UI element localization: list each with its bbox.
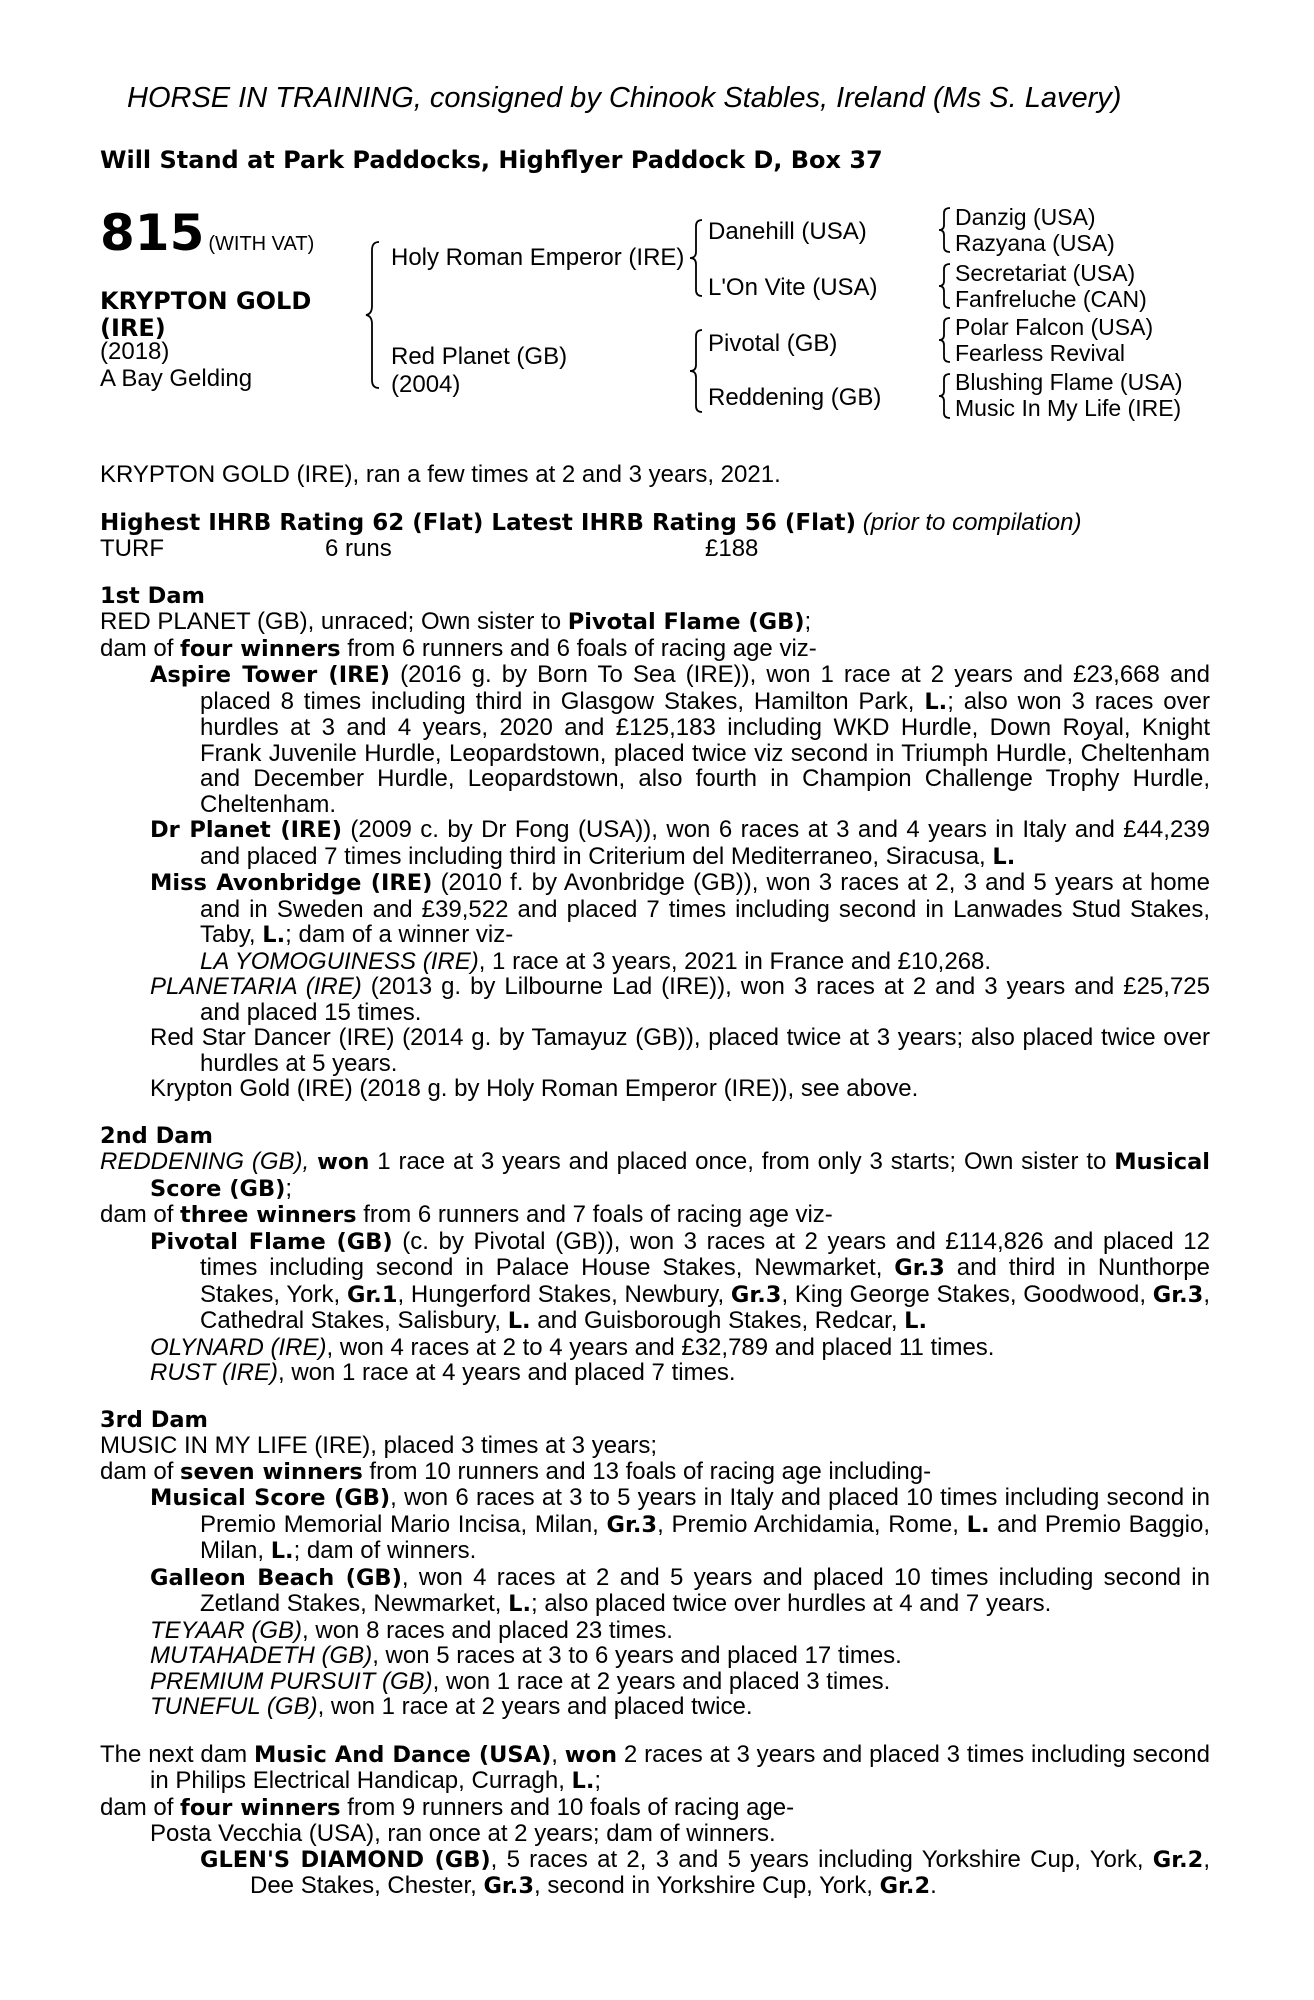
pedigree-brace-sire <box>688 218 708 298</box>
dam3-heading: 3rd Dam <box>100 1406 208 1433</box>
sire-sire: Danehill (USA) <box>708 218 867 245</box>
horse-details <box>100 338 252 392</box>
dam1-heading: 1st Dam <box>100 582 205 609</box>
dam3-progeny-1: Musical Score (GB), won 6 races at 3 to 5 years in Italy and placed 10 times including second in Premio Memorial Mario Incisa, Milan, Gr.3, Premio Archidamia, Rome, L. and Premio Baggio, Milan, L.; dam of winners. <box>150 1484 1211 1564</box>
dam3-progeny-3: TEYAAR (GB), won 8 races and placed 23 times. <box>150 1616 673 1644</box>
vat-note: (WITH VAT) <box>208 233 315 255</box>
earnings: £188 <box>705 535 759 562</box>
runs: 6 runs <box>325 535 392 562</box>
dam: Red Planet (GB) <box>391 343 568 370</box>
dam1-progeny-5: Red Star Dancer (IRE) (2014 g. by Tamayuz (GB)), placed twice at 3 years; also placed twice over hurdles at 5 years. <box>150 1024 1210 1077</box>
consignor-title: HORSE IN TRAINING, consigned by Chinook Stables, Ireland (Ms S. Lavery) <box>127 82 1122 114</box>
gg-dam-3: Fearless Revival <box>955 340 1125 366</box>
next-dam-progeny-1-child: GLEN'S DIAMOND (GB), 5 races at 2, 3 and 5 years including Yorkshire Cup, York, Gr.2, Dee Stakes, Chester, Gr.3, second in Yorkshire Cup, York, Gr.2. <box>200 1845 1211 1899</box>
dam2-progeny-2: OLYNARD (IRE), won 4 races at 2 to 4 years and £32,789 and placed 11 times. <box>150 1333 995 1361</box>
gg-dam-4: Music In My Life (IRE) <box>955 395 1182 421</box>
dam3-progeny-6: TUNEFUL (GB), won 1 race at 2 years and placed twice. <box>150 1693 753 1720</box>
horse-description: A Bay Gelding <box>100 365 253 392</box>
dam2-line1: REDDENING (GB), won 1 race at 3 years and placed once, from only 3 starts; Own sister to Musical Score (GB); <box>100 1148 1211 1202</box>
dam-dam: Reddening (GB) <box>708 384 882 411</box>
pedigree-brace-main <box>365 240 385 390</box>
lot-number: 815 <box>100 204 205 262</box>
next-dam-line2: dam of four winners from 9 runners and 10 foals of racing age- <box>100 1793 795 1821</box>
dam1-progeny-4: PLANETARIA (IRE) (2013 g. by Lilbourne Lad (IRE)), won 3 races at 2 and 3 years and £25,725 and placed 15 times. <box>150 973 1211 1026</box>
turf-record <box>100 536 1210 562</box>
horse-name <box>100 288 311 342</box>
dam1-line2: dam of four winners from 6 runners and 6 foals of racing age viz- <box>100 634 817 662</box>
dam1-progeny-2: Dr Planet (IRE) (2009 c. by Dr Fong (USA)), won 6 races at 3 and 4 years in Italy and £44,239 and placed 7 times including third in Criterium del Mediterraneo, Siracusa, L. <box>150 816 1210 870</box>
dam3-progeny-4: MUTAHADETH (GB), won 5 races at 3 to 6 years and placed 17 times. <box>150 1642 902 1669</box>
gg-sire-2: Secretariat (USA) <box>955 260 1136 286</box>
dam1-progeny-3-child: LA YOMOGUINESS (IRE), 1 race at 3 years, 2021 in France and £10,268. <box>200 947 992 975</box>
foaling-year: (2018) <box>100 338 170 365</box>
pedigree-brace-g4 <box>938 372 954 420</box>
sire: Holy Roman Emperor (IRE) <box>391 244 685 271</box>
rating-line <box>100 510 1210 537</box>
next-dam-line1: The next dam Music And Dance (USA), won 2 races at 3 years and placed 3 times including second in Philips Electrical Handicap, Curragh, L.; <box>100 1740 1210 1794</box>
dam-sire: Pivotal (GB) <box>708 330 838 357</box>
gg-sire-1: Danzig (USA) <box>955 204 1096 230</box>
rating-text: Highest IHRB Rating 62 (Flat) Latest IHRB Rating 56 (Flat) <box>100 509 857 536</box>
horse-name-line2: (IRE) <box>100 314 166 342</box>
dam-year: (2004) <box>391 371 461 398</box>
pedigree-brace-g1 <box>938 206 954 254</box>
dam1-progeny-1: Aspire Tower (IRE) (2016 g. by Born To Sea (IRE)), won 1 race at 2 years and £23,668 and placed 8 times including third in Glasgow Stakes, Hamilton Park, L.; also won 3 races over hurdles at 3 and 4 years, 2020 and £125,183 including WKD Hurdle, Down Royal, Knight Frank Juvenile Hurdle, Leopardstown, placed twice viz second in Triumph Hurdle, Cheltenham and December Hurdle, Leopardstown, also fourth in Champion Challenge Trophy Hurdle, Cheltenham. <box>150 661 1210 818</box>
gg-dam-1: Razyana (USA) <box>955 230 1115 256</box>
gg-sire-3: Polar Falcon (USA) <box>955 314 1154 340</box>
dam3-progeny-5: PREMIUM PURSUIT (GB), won 1 race at 2 years and placed 3 times. <box>150 1667 891 1695</box>
gg-dam-2: Fanfreluche (CAN) <box>955 286 1147 312</box>
stand-location: Will Stand at Park Paddocks, Highflyer Paddock D, Box 37 <box>100 146 883 174</box>
dam2-progeny-3: RUST (IRE), won 1 race at 4 years and placed 7 times. <box>150 1359 736 1386</box>
race-summary: KRYPTON GOLD (IRE), ran a few times at 2 and 3 years, 2021. <box>100 461 781 488</box>
rating-note: (prior to compilation) <box>862 508 1082 536</box>
surface: TURF <box>100 535 164 562</box>
horse-name-line1: KRYPTON GOLD <box>100 287 312 315</box>
dam3-line2: dam of seven winners from 10 runners and 13 foals of racing age including- <box>100 1457 932 1485</box>
dam3-progeny-2: Galleon Beach (GB), won 4 races at 2 and 5 years and placed 10 times including second in Zetland Stakes, Newmarket, L.; also placed twice over hurdles at 4 and 7 years. <box>150 1563 1210 1617</box>
catalogue-page <box>100 0 1210 2000</box>
pedigree-brace-dam <box>688 328 708 414</box>
dam2-line2: dam of three winners from 6 runners and 7 foals of racing age viz- <box>100 1201 833 1228</box>
next-dam-progeny-1: Posta Vecchia (USA), ran once at 2 years; dam of winners. <box>150 1820 776 1847</box>
sire-dam: L'On Vite (USA) <box>708 274 878 301</box>
catalogue-body <box>100 462 1210 1900</box>
dam1-line1: RED PLANET (GB), unraced; Own sister to Pivotal Flame (GB); <box>100 608 812 635</box>
dam1-progeny-3: Miss Avonbridge (IRE) (2010 f. by Avonbridge (GB)), won 3 races at 2, 3 and 5 years at home and in Sweden and £39,522 and placed 7 times including second in Lanwades Stud Stakes, Taby, L.; dam of a winner viz- <box>150 869 1210 948</box>
dam2-heading: 2nd Dam <box>100 1122 213 1149</box>
pedigree-brace-g3 <box>938 316 954 364</box>
lot-heading <box>100 204 314 262</box>
pedigree-brace-g2 <box>938 262 954 310</box>
dam3-line1: MUSIC IN MY LIFE (IRE), placed 3 times at 3 years; <box>100 1432 658 1459</box>
gg-sire-4: Blushing Flame (USA) <box>955 369 1183 395</box>
dam2-progeny-1: Pivotal Flame (GB) (c. by Pivotal (GB)), won 3 races at 2 years and £114,826 and placed 12 times including second in Palace House Stakes, Newmarket, Gr.3 and third in Nunthorpe Stakes, York, Gr.1, Hungerford Stakes, Newbury, Gr.3, King George Stakes, Goodwood, Gr.3, Cathedral Stakes, Salisbury, L. and Guisborough Stakes, Redcar, L. <box>150 1227 1211 1334</box>
dam1-progeny-6: Krypton Gold (IRE) (2018 g. by Holy Roman Emperor (IRE)), see above. <box>150 1075 919 1102</box>
